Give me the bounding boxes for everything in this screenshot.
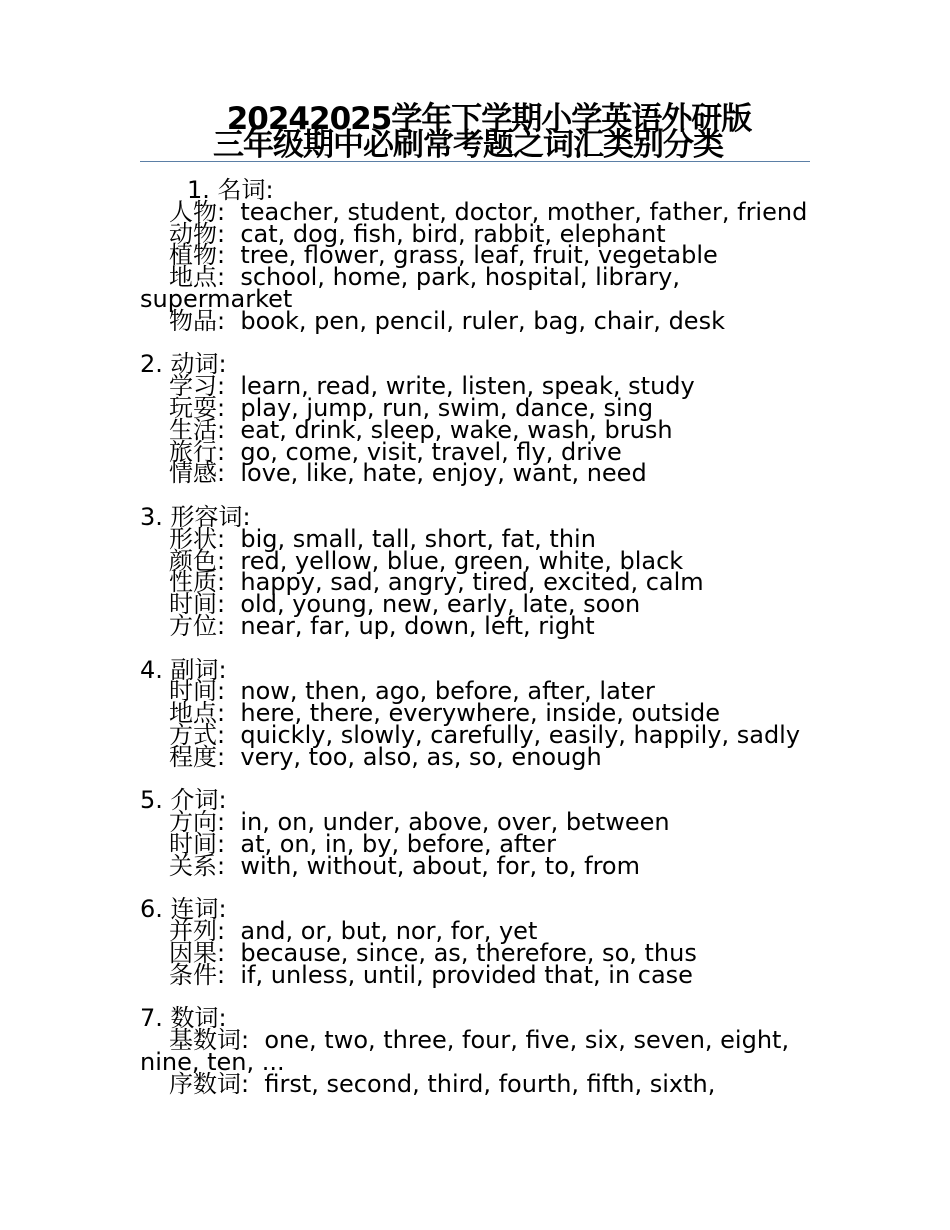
vocab-section <box>140 786 810 880</box>
word-list: and, or, but, nor, for, yet <box>240 917 538 946</box>
title-line-2: 三年级期中必刷常考题之词汇类别分类 <box>213 127 723 163</box>
section-heading: 6. 连词: <box>140 895 227 924</box>
category-label: 形状: <box>169 524 226 553</box>
category-label: 情感: <box>169 459 226 488</box>
vocab-section <box>140 1004 810 1098</box>
section-heading: 3. 形容词: <box>140 502 251 531</box>
vocab-item <box>140 742 810 771</box>
word-list: very, too, also, as, so, enough <box>240 742 602 771</box>
vocab-section <box>140 176 810 335</box>
category-label: 地点: <box>169 263 226 292</box>
title-divider <box>140 161 810 162</box>
word-list: love, like, hate, enjoy, want, need <box>240 459 647 488</box>
category-label: 植物: <box>169 241 226 270</box>
vocab-item <box>140 611 810 640</box>
word-list: now, then, ago, before, after, later <box>240 677 655 706</box>
word-list: red, yellow, blue, green, white, black <box>240 546 684 575</box>
category-label: 条件: <box>169 960 226 989</box>
category-label: 生活: <box>169 415 226 444</box>
category-label: 基数词: <box>169 1026 250 1055</box>
word-list: one, two, three, four, five, six, seven, eight, nine, ten, ... <box>140 1026 797 1076</box>
vocab-section <box>140 350 810 488</box>
section-heading: 5. 介词: <box>140 786 227 815</box>
vocab-section <box>140 502 810 640</box>
word-list: go, come, visit, travel, fly, drive <box>240 437 622 466</box>
category-label: 方向: <box>169 808 226 837</box>
word-list: cat, dog, fish, bird, rabbit, elephant <box>240 219 666 248</box>
category-label: 动物: <box>169 219 226 248</box>
category-label: 序数词: <box>169 1069 250 1098</box>
category-label: 时间: <box>169 829 226 858</box>
category-label: 人物: <box>169 197 226 226</box>
vocab-item <box>140 1069 810 1098</box>
category-label: 方位: <box>169 611 226 640</box>
word-list: in, on, under, above, over, between <box>240 808 670 837</box>
category-label: 物品: <box>169 306 226 335</box>
word-list: if, unless, until, provided that, in case <box>240 960 693 989</box>
category-label: 学习: <box>169 372 226 401</box>
document-title <box>140 101 810 163</box>
category-label: 地点: <box>169 699 226 728</box>
vocab-item <box>140 459 810 488</box>
word-list: play, jump, run, swim, dance, sing <box>240 393 654 422</box>
word-list: learn, read, write, listen, speak, study <box>240 372 695 401</box>
vocab-item <box>140 263 810 313</box>
vocab-item <box>140 851 810 880</box>
category-label: 颜色: <box>169 546 226 575</box>
word-list: happy, sad, angry, tired, excited, calm <box>240 568 704 597</box>
vocab-item <box>140 960 810 989</box>
word-list: here, there, everywhere, inside, outside <box>240 699 721 728</box>
category-label: 旅行: <box>169 437 226 466</box>
title-line-1: 20242025学年下学期小学英语外研版 <box>226 101 752 137</box>
category-label: 关系: <box>169 851 226 880</box>
section-heading: 4. 副词: <box>140 655 227 684</box>
word-list: old, young, new, early, late, soon <box>240 590 641 619</box>
word-list: teacher, student, doctor, mother, father, friend <box>240 197 808 226</box>
word-list: with, without, about, for, to, from <box>240 851 640 880</box>
category-label: 因果: <box>169 938 226 967</box>
word-list: school, home, park, hospital, library, supermarket <box>140 263 688 313</box>
section-heading: 1. 名词: <box>187 176 274 204</box>
vocab-section <box>140 655 810 771</box>
category-label: 并列: <box>169 917 226 946</box>
category-label: 玩耍: <box>169 393 226 422</box>
word-list: tree, flower, grass, leaf, fruit, vegetable <box>240 241 718 270</box>
section-heading: 2. 动词: <box>140 350 227 379</box>
word-list: book, pen, pencil, ruler, bag, chair, desk <box>240 306 725 335</box>
category-label: 方式: <box>169 720 226 749</box>
category-label: 性质: <box>169 568 226 597</box>
word-list: at, on, in, by, before, after <box>240 829 556 858</box>
word-list: near, far, up, down, left, right <box>240 611 595 640</box>
word-list: big, small, tall, short, fat, thin <box>240 524 596 553</box>
category-label: 时间: <box>169 590 226 619</box>
category-label: 时间: <box>169 677 226 706</box>
word-list: quickly, slowly, carefully, easily, happily, sadly <box>240 720 801 749</box>
section-heading: 7. 数词: <box>140 1004 227 1033</box>
vocab-section <box>140 895 810 989</box>
vocab-item <box>140 306 810 335</box>
word-list: first, second, third, fourth, fifth, sixth, <box>264 1069 716 1098</box>
word-list: eat, drink, sleep, wake, wash, brush <box>240 415 673 444</box>
word-list: because, since, as, therefore, so, thus <box>240 938 697 967</box>
vocabulary-list <box>140 176 810 1117</box>
vocab-item <box>140 1026 810 1076</box>
category-label: 程度: <box>169 742 226 771</box>
